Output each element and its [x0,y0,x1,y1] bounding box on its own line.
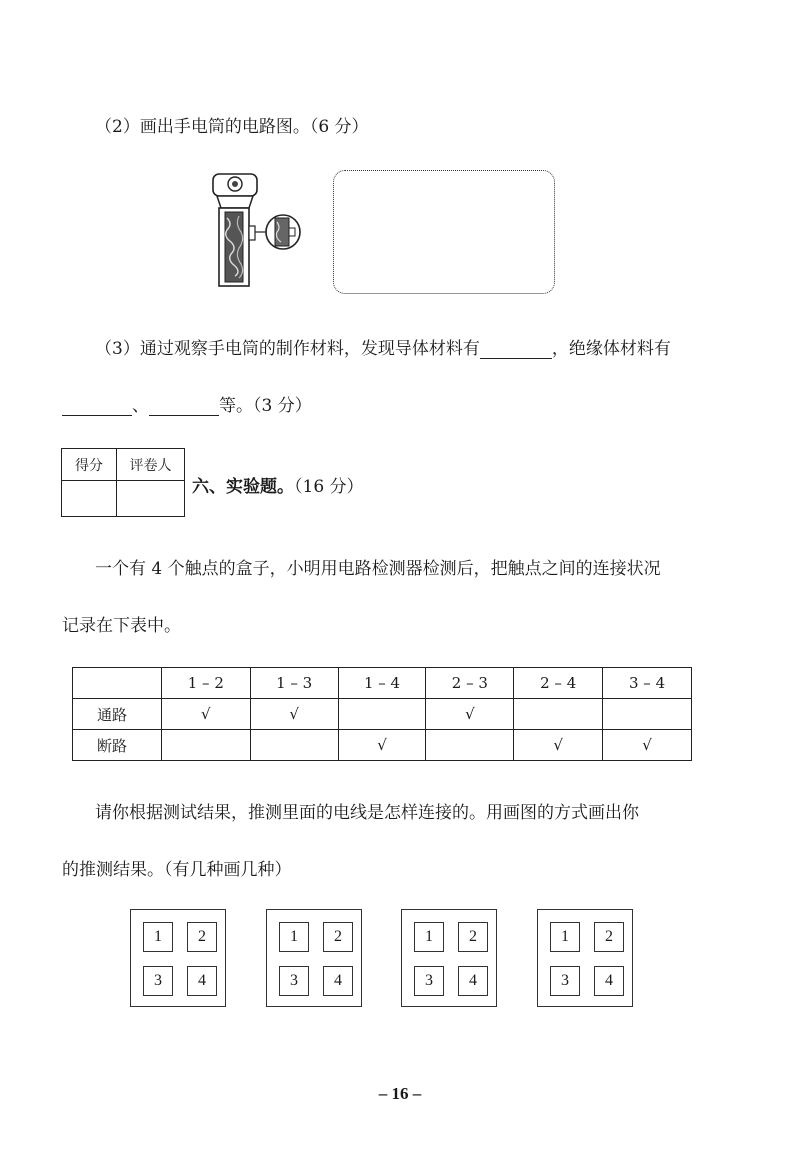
section-6-points: （16 分） [294,477,364,497]
score-cell[interactable] [62,481,117,517]
contact-1: 1 [414,922,444,952]
contact-4: 4 [594,966,624,996]
contact-1: 1 [143,922,173,952]
table-cell [250,730,338,761]
flashlight-illustration [205,168,305,292]
table-cell [603,699,692,730]
table-header-cell: 2 – 3 [426,668,514,699]
intro-line-2: 记录在下表中。 [62,616,181,636]
table-row-broken [73,730,692,761]
table-cell: √ [338,730,426,761]
answer-box-4[interactable] [537,909,633,1007]
table-row-connected [73,699,692,730]
question-3-suffix: ，绝缘体材料有 [551,339,671,359]
table-header-cell: 3 – 4 [603,668,692,699]
question-3-line1 [95,334,671,359]
table-header-cell: 1 – 2 [161,668,250,699]
answer-box-1[interactable] [130,909,226,1007]
question-3-prefix: （3）通过观察手电筒的制作材料，发现导体材料有 [95,339,480,359]
table-header-cell: 2 – 4 [514,668,603,699]
contact-1: 1 [279,922,309,952]
table-cell [338,699,426,730]
score-label: 得分 [62,449,117,481]
question-2-text: （2）画出手电筒的电路图。（6 分） [95,117,369,137]
page-number: – 16 – [378,1084,422,1103]
row-label-broken: 断路 [73,730,162,761]
contact-2: 2 [323,922,353,952]
circuit-drawing-area[interactable] [333,170,555,294]
insulator-answer-blank-1[interactable] [62,397,132,416]
table-cell: √ [426,699,514,730]
contact-4: 4 [323,966,353,996]
answer-box-2[interactable] [266,909,362,1007]
conductor-answer-blank[interactable] [480,340,552,359]
question-3-line2 [62,391,312,416]
table-cell: √ [250,699,338,730]
table-cell: √ [514,730,603,761]
contact-4: 4 [458,966,488,996]
grader-label: 评卷人 [117,449,185,481]
prompt-line-2: 的推测结果。（有几种画几种） [62,860,292,880]
table-header-cell [73,668,162,699]
contact-1: 1 [550,922,580,952]
contact-2: 2 [187,922,217,952]
table-cell [161,730,250,761]
contact-4: 4 [187,966,217,996]
row-label-connected: 通路 [73,699,162,730]
table-cell [426,730,514,761]
score-box [61,448,185,517]
connection-table [72,667,692,761]
answer-box-3[interactable] [401,909,497,1007]
insulator-answer-blank-2[interactable] [149,397,219,416]
section-6-heading [192,472,364,497]
intro-line-1: 一个有 4 个触点的盒子，小明用电路检测器检测后，把触点之间的连接状况 [95,559,661,579]
grader-cell[interactable] [117,481,185,517]
prompt-line-1: 请你根据测试结果，推测里面的电线是怎样连接的。用画图的方式画出你 [95,803,639,823]
table-cell [514,699,603,730]
contact-3: 3 [550,966,580,996]
table-cell: √ [161,699,250,730]
table-header-row [73,668,692,699]
section-6-title: 六、实验题。 [192,477,294,497]
question-3-sep: 、 [132,396,149,416]
contact-2: 2 [594,922,624,952]
question-3-line2-suffix: 等。（3 分） [219,396,312,416]
contact-3: 3 [279,966,309,996]
contact-3: 3 [414,966,444,996]
table-cell: √ [603,730,692,761]
table-header-cell: 1 – 3 [250,668,338,699]
contact-2: 2 [458,922,488,952]
contact-3: 3 [143,966,173,996]
table-header-cell: 1 – 4 [338,668,426,699]
